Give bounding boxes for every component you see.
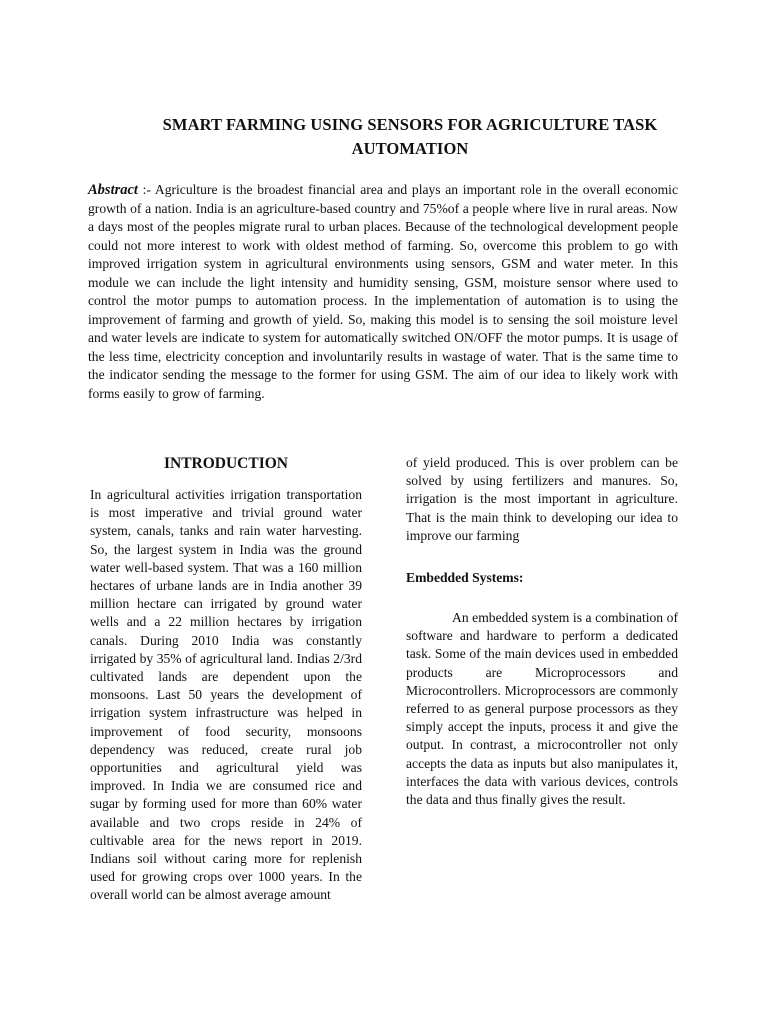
- paper-title: SMART FARMING USING SENSORS FOR AGRICULTURE TASK AUTOMATION: [162, 115, 658, 158]
- introduction-heading: INTRODUCTION: [163, 455, 288, 472]
- abstract-text: :- Agriculture is the broadest financial area and plays an important role in the overall economic growth of a nation. India is an agriculture-based country and 75%of a people where live in rural areas. Now a days most of the peoples migrate rural to urban places. Because of the technological development people could not more interest to work with oldest method of farming. So, overcome this problem to go with improved irrigation system in agricultural environments using sensors, GSM and water meter. In this module we can include the light intensity and humidity sensing, GSM, moisture sensor where used to control the motor pumps to automation process. In the implementation of automation is to using the improvement of farming and growth of yield. So, making this model is to sensing the soil moisture level and water levels are indicate to system for automatically switched ON/OFF the motor pumps. It is usage of the less time, electricity conception and involuntarily results in wastage of water. That is the same time to the indicator sending the message to the former for using GSM. The aim of our idea to likely work with forms easily to grow of farming.: [88, 182, 678, 401]
- right-column: [406, 454, 678, 809]
- embedded-systems-paragraph: An embedded system is a combination of software and hardware to perform a dedicated task. Some of the main devices used in embedded products are Microprocessors and Microcontrollers. Microprocessors are commonly referred to as general purpose processors as they simply accept the inputs, process it and give the output. In contrast, a microcontroller not only accepts the data as inputs but also manipulates it, interfaces the data with various devices, controls the data and thus finally gives the result.: [406, 610, 678, 808]
- embedded-systems-heading: Embedded Systems:: [406, 570, 524, 586]
- introduction-continuation: of yield produced. This is over problem can be solved by using fertilizers and manures. So, irrigation is the most important in agriculture. That is the main think to developing our idea to improve our farming: [406, 455, 678, 543]
- introduction-paragraph: In agricultural activities irrigation transportation is most imperative and trivial ground water system, canals, tanks and rain water harvesting. So, the largest system in India was the ground water well-based system. That was a 160 million hectares of urbane lands are in India another 39 million hectare can irrigated by ground water wells and a 22 million hectares by irrigation canals. During 2010 India was constantly irrigated by 35% of agricultural land. Indias 2/3rd cultivated lands are dependent upon the monsoons. Last 50 years the development of irrigation system infrastructure was helped in improvement of food security, monsoons dependency was reduced, create rural job opportunities and agricultural yield was improved. In India we are consumed rice and sugar by forming used for more than 60% water available and two crops reside in 24% of cultivable area for the news report in 2019. Indians soil without caring more for replenish used for growing crops over 1000 years. In the overall world can be almost average amount: [90, 487, 362, 903]
- abstract-label: Abstract: [88, 182, 138, 198]
- left-column: [90, 454, 362, 905]
- abstract-paragraph: [88, 181, 678, 403]
